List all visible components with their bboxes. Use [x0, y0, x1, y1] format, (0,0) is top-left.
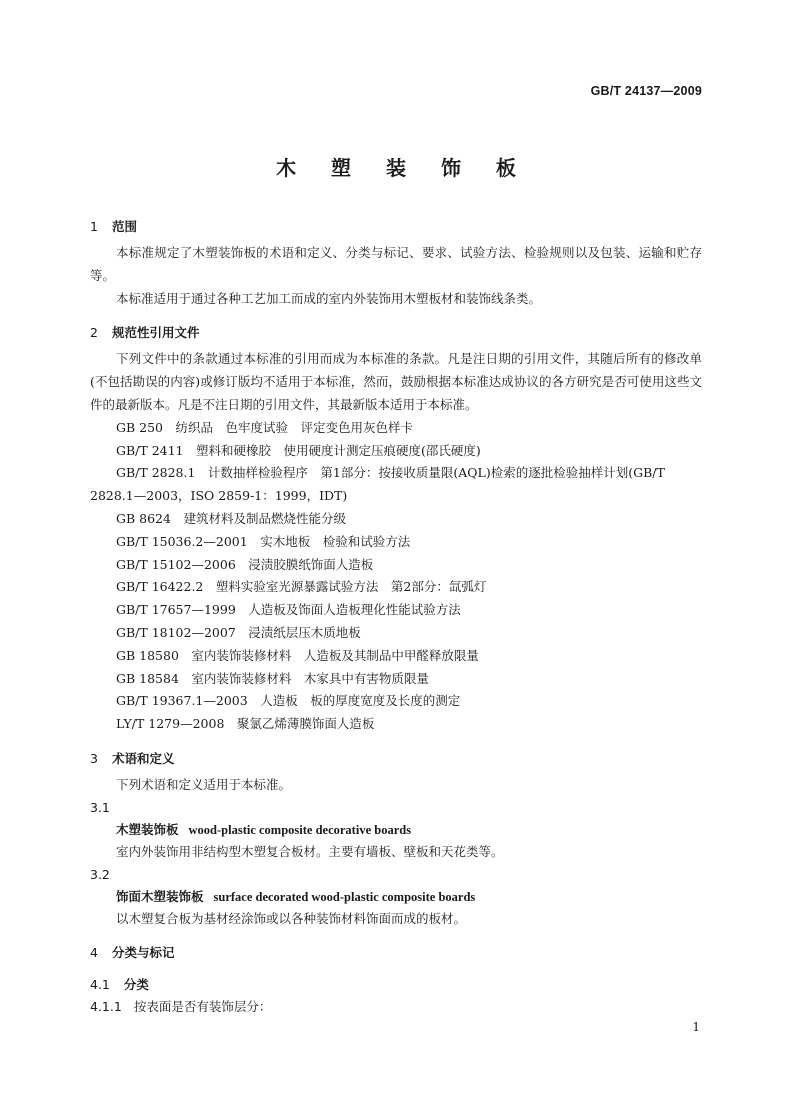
term-english: surface decorated wood-plastic composite boards	[213, 889, 476, 904]
section-number: 4	[90, 945, 98, 961]
section-heading-classification	[90, 942, 702, 964]
section-title: 术语和定义	[112, 750, 175, 766]
section-heading-normative-references	[90, 322, 702, 344]
term-entry	[90, 886, 702, 908]
subsection-number: 4.1	[90, 977, 110, 993]
reference-item: GB/T 2411 塑料和硬橡胶 使用硬度计测定压痕硬度(邵氏硬度)	[116, 442, 481, 458]
reference-item: LY/T 1279—2008 聚氯乙烯薄膜饰面人造板	[116, 716, 375, 732]
subsection-heading	[90, 974, 702, 996]
term-number: 3.2	[90, 866, 110, 882]
paragraph: 下列文件中的条款通过本标准的引用而成为本标准的条款。凡是注日期的引用文件，其随后所有的修改单(不包括勘误的内容)或修订版均不适用于本标准，然而，鼓励根据本标准达成协议的各方研究是否可使用这些文件的最新版本。凡是不注日期的引用文件，其最新版本适用于本标准。	[90, 351, 702, 412]
reference-item: GB/T 18102—2007 浸渍纸层压木质地板	[116, 624, 361, 640]
paragraph: 本标准适用于通过各种工艺加工而成的室内外装饰用木塑板材和装饰线条类。	[116, 290, 542, 306]
reference-item: GB/T 16422.2 塑料实验室光源暴露试验方法 第2部分：氙弧灯	[116, 579, 487, 595]
reference-item: GB 18584 室内装饰装修材料 木家具中有害物质限量	[116, 670, 429, 686]
reference-item: GB 18580 室内装饰装修材料 人造板及其制品中甲醛释放限量	[116, 647, 479, 663]
section-heading-scope	[90, 216, 702, 238]
section-number: 3	[90, 750, 98, 766]
section-heading-terms	[90, 748, 702, 770]
subsection-title: 分类	[123, 977, 149, 993]
term-entry	[90, 819, 702, 841]
section-title: 规范性引用文件	[112, 325, 200, 341]
section-number: 2	[90, 325, 98, 341]
paragraph: 下列术语和定义适用于本标准。	[116, 776, 292, 792]
reference-item: GB 250 纺织品 色牢度试验 评定变色用灰色样卡	[116, 419, 414, 435]
section-title: 分类与标记	[112, 945, 175, 961]
term-definition: 室内外装饰用非结构型木塑复合板材。主要有墙板、壁板和天花类等。	[116, 843, 504, 859]
reference-list	[90, 417, 702, 736]
clause-number: 4.1.1	[90, 999, 122, 1015]
reference-item: GB/T 17657—1999 人造板及饰面人造板理化性能试验方法	[116, 602, 461, 618]
paragraph: 本标准规定了木塑装饰板的术语和定义、分类与标记、要求、试验方法、检验规则以及包装、运输和贮存等。	[90, 245, 702, 283]
term-definition: 以木塑复合板为基材经涂饰或以各种装饰材料饰面而成的板材。	[116, 910, 467, 926]
term-number: 3.1	[90, 799, 110, 815]
reference-item: GB/T 15102—2006 浸渍胶膜纸饰面人造板	[116, 556, 374, 572]
section-title: 范围	[112, 219, 138, 234]
document-body	[90, 216, 702, 1018]
section-number: 1	[90, 219, 98, 234]
reference-item: GB 8624 建筑材料及制品燃烧性能分级	[116, 510, 346, 526]
reference-item: GB/T 2828.1 计数抽样检验程序 第1部分：按接收质量限(AQL)检索的逐批检验抽样计划(GB/T 2828.1—2003，ISO 2859-1：1999，IDT)	[90, 465, 665, 504]
clause-text: 按表面是否有装饰层分：	[133, 999, 272, 1015]
page-number: 1	[692, 1020, 700, 1034]
term-english: wood-plastic composite decorative boards	[188, 822, 412, 837]
reference-item: GB/T 19367.1—2003 人造板 板的厚度宽度及长度的测定	[116, 693, 461, 709]
term-chinese: 木塑装饰板	[116, 821, 179, 837]
reference-item: GB/T 15036.2—2001 实木地板 检验和试验方法	[116, 533, 411, 549]
document-title: 木 塑 装 饰 板	[276, 156, 530, 180]
clause-line	[90, 996, 702, 1018]
standard-number: GB/T 24137—2009	[590, 84, 702, 98]
term-chinese: 饰面木塑装饰板	[116, 888, 204, 904]
